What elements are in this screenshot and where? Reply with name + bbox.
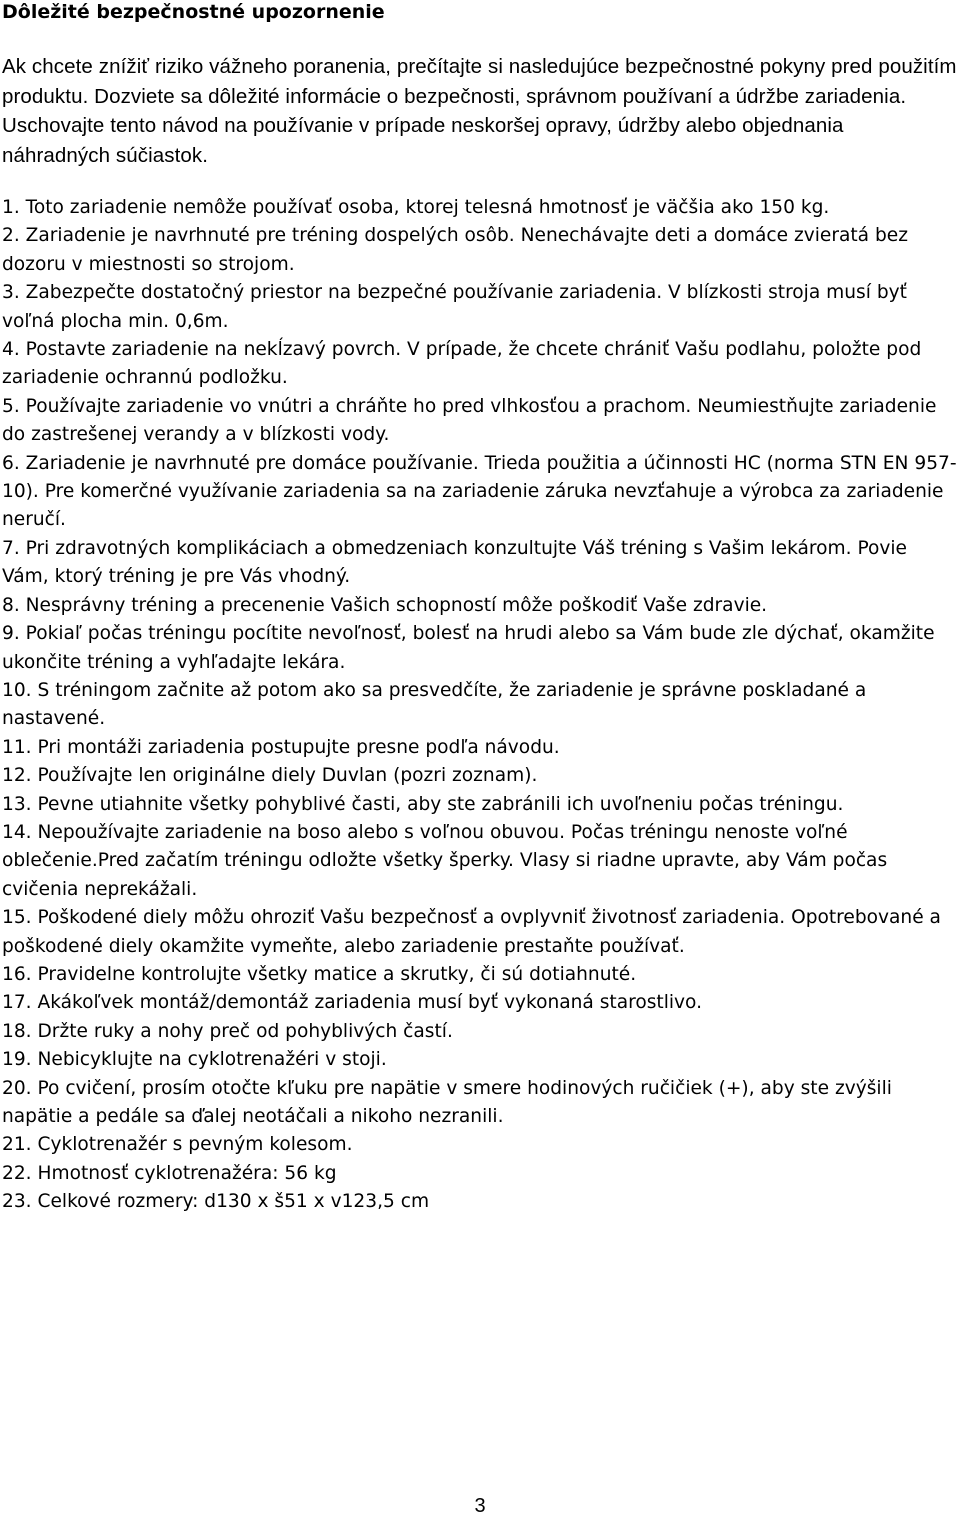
safety-rule: 9. Pokiaľ počas tréningu pocítite nevoľnosť, bolesť na hrudi alebo sa Vám bude zle dýchať, okamžite ukončite tréning a vyhľadajte lekára. [2,623,935,673]
page-number: 3 [474,1495,486,1517]
safety-rule: 18. Držte ruky a nohy preč od pohyblivých častí. [2,1020,453,1042]
safety-rule: 13. Pevne utiahnite všetky pohyblivé časti, aby ste zabránili ich uvoľneniu počas tréningu. [2,793,844,815]
safety-rule: 5. Používajte zariadenie vo vnútri a chráňte ho pred vlhkosťou a prachom. Neumiestňujte zariadenie do zastrešenej verandy a v blízkosti vody. [2,395,937,446]
safety-rule: 4. Postavte zariadenie na nekĺzavý povrch. V prípade, že chcete chrániť Vašu podlahu, položte pod zariadenie ochrannú podložku. [2,339,922,389]
safety-rule: 17. Akákoľvek montáž/demontáž zariadenia musí byť vykonaná starostlivo. [2,992,702,1014]
safety-rule: 14. Nepoužívajte zariadenie na boso alebo s voľnou obuvou. Počas tréningu nenoste voľné oblečenie.Pred začatím tréningu odložte všetky šperky. Vlasy si riadne upravte, aby Vám počas cvičenia neprekážali. [2,821,888,900]
safety-rule: 10. S tréningom začnite až potom ako sa presvedčíte, že zariadenie je správne poskladané a nastavené. [2,679,867,730]
safety-rule: 7. Pri zdravotných komplikáciach a obmedzeniach konzultujte Váš tréning s Vašim lekárom. Povie Vám, ktorý tréning je pre Vás vhodný. [2,537,907,588]
safety-rule: 21. Cyklotrenažér s pevným kolesom. [2,1134,353,1156]
safety-rule: 20. Po cvičení, prosím otočte kľuku pre napätie v smere hodinových ručičiek (+), aby ste zvýšili napätie a pedále sa ďalej neotáčali a nikoho nezranili. [2,1077,892,1127]
safety-rule: 1. Toto zariadenie nemôže používať osoba, ktorej telesná hmotnosť je väčšia ako 150 kg. [2,197,830,218]
safety-rules-list [2,194,957,1217]
safety-rule: 12. Používajte len originálne diely Duvlan (pozri zoznam). [2,765,538,787]
safety-rule: 15. Poškodené diely môžu ohroziť Vašu bezpečnosť a ovplyvniť životnosť zariadenia. Opotrebované a poškodené diely okamžite vymeňte, alebo zariadenie prestaňte používať. [2,907,941,957]
safety-rule: 6. Zariadenie je navrhnuté pre domáce používanie. Trieda použitia a účinnosti HC (norma STN EN 957-10). Pre komerčné využívanie zariadenia sa na zariadenie záruka nevzťahuje a výrobca za zariadenie neručí. [2,452,957,531]
safety-rule: 19. Nebicyklujte na cyklotrenažéri v stoji. [2,1049,387,1071]
safety-rule: 16. Pravidelne kontrolujte všetky matice a skrutky, či sú dotiahnuté. [2,963,637,985]
safety-rule: 11. Pri montáži zariadenia postupujte presne podľa návodu. [2,736,560,758]
safety-rule: 23. Celkové rozmery: d130 x š51 x v123,5 cm [2,1191,430,1213]
document-title: Dôležité bezpečnostné upozornenie [2,1,385,23]
safety-rule: 22. Hmotnosť cyklotrenažéra: 56 kg [2,1162,337,1184]
safety-rule: 3. Zabezpečte dostatočný priestor na bezpečné používanie zariadenia. V blízkosti stroja musí byť voľná plocha min. 0,6m. [2,282,907,332]
safety-rule: 2. Zariadenie je navrhnuté pre tréning dospelých osôb. Nenechávajte deti a domáce zvieratá bez dozoru v miestnosti so strojom. [2,225,908,275]
intro-paragraph: Ak chcete znížiť riziko vážneho poranenia, prečítajte si nasledujúce bezpečnostné pokyny pred použitím produktu. Dozviete sa dôležité informácie o bezpečnosti, správnom používaní a údržbe zariadenia. Uschovajte tento návod na používanie v prípade neskoršej opravy, údržby alebo objednania náhradných súčiastok. [2,55,957,167]
safety-rule: 8. Nesprávny tréning a precenenie Vašich schopností môže poškodiť Vaše zdravie. [2,594,768,616]
